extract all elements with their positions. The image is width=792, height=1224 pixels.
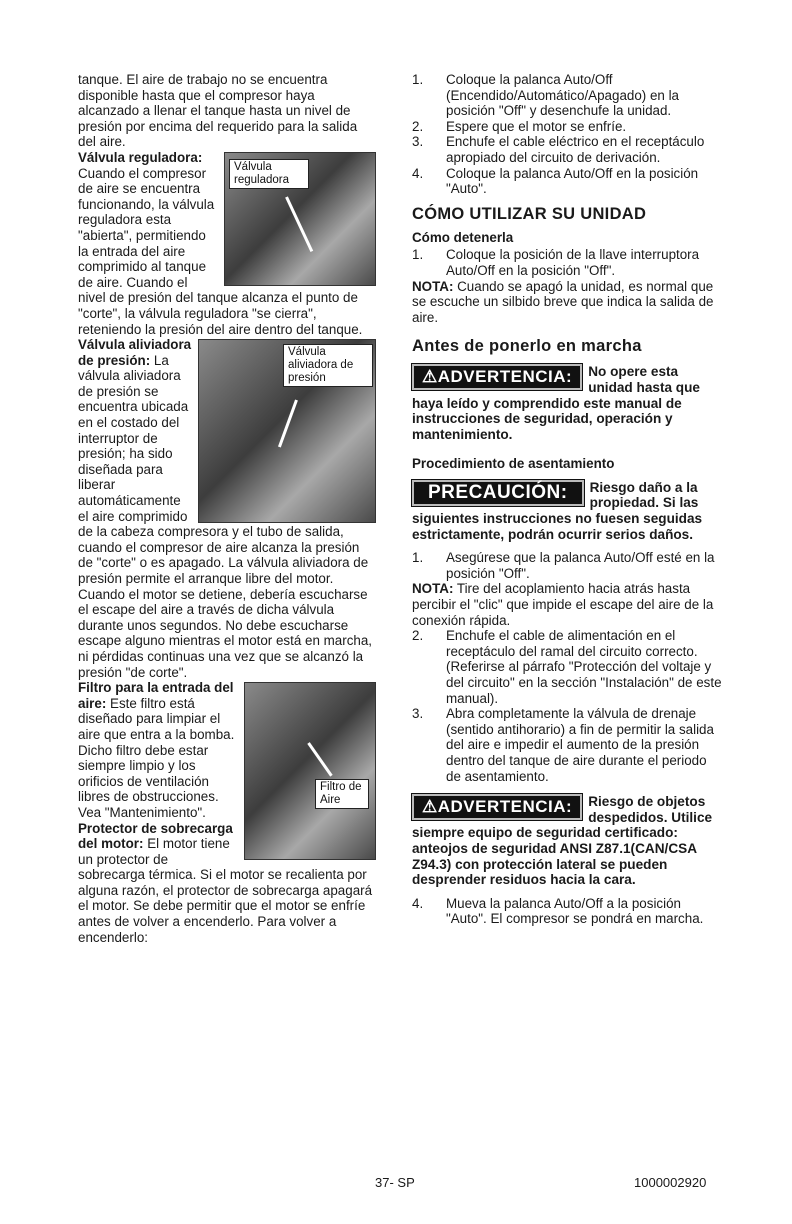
left-column [78, 72, 376, 945]
list-item: 1. Coloque la posición de la llave interruptora Auto/Off en la posición "Off". [412, 247, 700, 278]
air-filter-section [78, 680, 376, 820]
relief-valve-photo-label: Válvula aliviadora de presión [283, 344, 373, 387]
subheading-how-to-stop: Cómo detenerla [412, 229, 514, 245]
right-column [412, 72, 722, 927]
air-filter-text: Este filtro está diseñado para limpiar el aire que entra a la bomba. Dicho filtro debe estar siempre limpio y los orificios de ventilación libres de obstrucciones. Vea "Mantenimiento". [78, 695, 235, 820]
relief-valve-title: Válvula aliviadora de presión: [78, 337, 192, 368]
heading-how-to-use: CÓMO UTILIZAR SU UNIDAD [412, 204, 647, 223]
page-number: 37- SP [375, 1175, 415, 1190]
regulating-valve-photo-label: Válvula reguladora [229, 159, 309, 189]
restart-steps-list [412, 72, 722, 197]
relief-valve-text: La válvula aliviadora de presión se encuentra ubicada en el costado del interruptor de presión; ha sido diseñada para liberar automáticamente el aire comprimido de la cabeza compresora y el tubo de salida, cuando el compresor de aire alcanza la presión de "corte" o es apagado. La válvula aliviadora de presión permite el arranque libre del motor. Cuando el motor se detiene, debería escucharse el escape del aire a través de dicha válvula durante unos segundos. No debe escucharse escape alguno mientras el motor está en marcha, ni pérdidas continuas una vez que se alcanzó la presión "de corte". [78, 352, 373, 680]
regulating-valve-section [78, 150, 376, 337]
regulating-valve-text: Cuando el compresor de aire se encuentra funcionando, la válvula reguladora esta "abierta", permitiendo la entrada del aire comprimido al tanque de aire. Cuando el nivel de presión del tanque alcanza el punto de "corte", la válvula reguladora "se cierra", reteniendo la presión del aire dentro del tanque. [78, 165, 363, 337]
list-item: 4. Mueva la palanca Auto/Off a la posición "Auto". El compresor se pondrá en marcha. [412, 895, 704, 927]
list-item: 1. Coloque la palanca Auto/Off (Encendido/Automático/Apagado) en la posición "Off" y desenchufe la unidad. [412, 72, 680, 119]
pointer-arrow [307, 742, 332, 776]
caution-text: Riesgo daño a la propiedad. Si las siguientes instrucciones no fuesen seguidas estrictamente, podrán ocurrir serios daños. [412, 479, 703, 542]
caution-property-damage [412, 480, 722, 542]
pointer-arrow [285, 196, 313, 252]
document-number: 1000002920 [634, 1175, 707, 1190]
warning-badge: ⚠ADVERTENCIA: [412, 364, 582, 390]
subheading-break-in: Procedimiento de asentamiento [412, 456, 615, 472]
list-item: 3. Enchufe el cable eléctrico en el receptáculo apropiado del circuito de derivación. [412, 134, 705, 165]
list-item: 4. Coloque la palanca Auto/Off en la posición "Auto". [412, 165, 699, 197]
regulating-valve-title: Válvula reguladora: [78, 149, 203, 165]
pointer-arrow [278, 400, 298, 448]
relief-valve-photo [198, 339, 376, 523]
warning-text: Riesgo de objetos despedidos. Utilice siempre equipo de seguridad certificado: anteojos de seguridad ANSI Z87.1(CAN/CSA Z94.3) con protección lateral se pueden desprender residuos hacia la cara. [412, 794, 713, 888]
air-filter-title: Filtro para la entrada del aire: [78, 680, 234, 711]
warning-read-manual [412, 364, 722, 442]
list-item: 1. Asegúrese que la palanca Auto/Off esté en la posición "Off". [412, 550, 715, 581]
overload-text: El motor tiene un protector de sobrecarga térmica. Si el motor se recalienta por alguna razón, el protector de sobrecarga apagará el motor. Se debe permitir que el motor se enfríe antes de volver a encenderlo. Para volver a encenderlo: [78, 836, 373, 945]
list-item: 2. Espere que el motor se enfríe. [412, 118, 627, 134]
list-item: 2. Enchufe el cable de alimentación en el receptáculo del ramal del circuito correcto. (Referirse al párrafo "Protección del voltaje y del circuito" en la sección "Instalación" de este manual). [412, 628, 722, 706]
warning-badge: ⚠ADVERTENCIA: [412, 794, 582, 820]
relief-valve-section [78, 337, 376, 680]
intro-paragraph: tanque. El aire de trabajo no se encuentra disponible hasta que el compresor haya alcanzado a llenar el tanque hasta un nivel de presión por encima del requerido para la salida del aire. [78, 72, 358, 150]
regulating-valve-photo [224, 152, 376, 286]
heading-before-start: Antes de ponerlo en marcha [412, 337, 642, 356]
air-filter-photo-label: Filtro de Aire [315, 779, 369, 809]
note-stop: NOTA: Cuando se apagó la unidad, es normal que se escuche un silbido breve que indica la salida de aire. [412, 278, 714, 325]
air-filter-photo [244, 682, 376, 860]
list-item: 3. Abra completamente la válvula de drenaje (sentido antihorario) a fin de permitir la salida del aire e impedir el aumento de la presión dentro del tanque de aire durante el periodo de asentamiento. [412, 706, 714, 784]
warning-flying-objects [412, 794, 722, 888]
warning-text: No opere esta unidad hasta que haya leído y comprendido este manual de instrucciones de seguridad, operación y mantenimiento. [412, 364, 700, 442]
overload-title: Protector de sobrecarga del motor: [78, 820, 233, 852]
note-coupling: NOTA: Tire del acoplamiento hacia atrás hasta percibir el "clic" que impide el escape del aire de la conexión rápida. [412, 581, 714, 628]
caution-badge: PRECAUCIÓN: [412, 480, 584, 506]
